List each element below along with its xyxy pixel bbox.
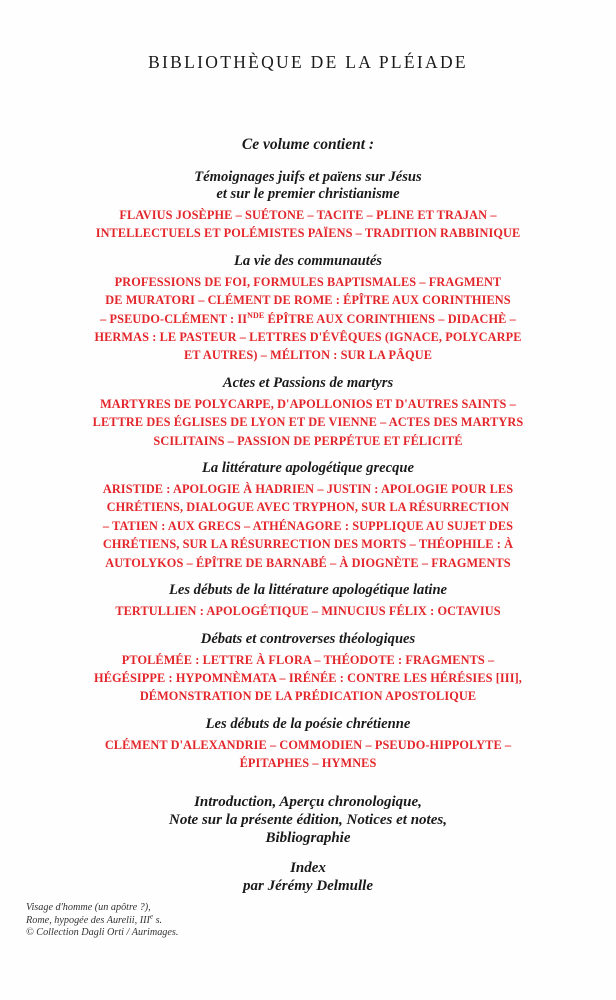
- heading-line: Actes et Passions de martyrs: [222, 374, 394, 391]
- heading-line: La vie des communautés: [234, 252, 382, 269]
- body-line: SCILITAINS – PASSION DE PERPÉTUE ET FÉLICITÉ: [153, 433, 463, 448]
- section-body: [88, 395, 528, 450]
- caption-line: © Collection Dagli Orti / Aurimages.: [26, 927, 179, 939]
- section-heading: [88, 460, 528, 477]
- caption-place: Rome, hypogée des Aurelii,: [26, 914, 140, 926]
- body-line: HERMAS : LE PASTEUR – LETTRES D'ÉVÊQUES (IGNACE, POLYCARPE: [94, 330, 522, 345]
- index-line: Index: [290, 859, 326, 876]
- closing-line: Bibliographie: [265, 829, 351, 846]
- ordinal-superscript: NDE: [247, 310, 265, 320]
- section-body: [88, 206, 528, 243]
- body-line: DE MURATORI – CLÉMENT DE ROME : ÉPÎTRE AUX CORINTHIENS: [105, 293, 511, 308]
- closing-matter: [88, 793, 528, 847]
- body-line: ARISTIDE : APOLOGIE À HADRIEN – JUSTIN : APOLOGIE POUR LES: [102, 482, 514, 497]
- body-line: TERTULLIEN : APOLOGÉTIQUE – MINUCIUS FÉLIX : OCTAVIUS: [115, 604, 501, 619]
- index-credit: [88, 859, 528, 895]
- section-body: [88, 602, 528, 620]
- section-heading: [88, 716, 528, 733]
- caption-line: [26, 912, 178, 928]
- body-line: INTELLECTUELS ET POLÉMISTES PAÏENS – TRADITION RABBINIQUE: [95, 226, 521, 241]
- image-caption: [26, 902, 178, 940]
- closing-line: Note sur la présente édition, Notices et notes,: [169, 811, 447, 828]
- section-heading: [88, 375, 528, 392]
- caption-century: III: [139, 914, 150, 926]
- body-line: MARTYRES DE POLYCARPE, D'APOLLONIOS ET D'AUTRES SAINTS –: [100, 396, 516, 411]
- contains-label: Ce volume contient :: [241, 136, 375, 153]
- section-body: [88, 273, 528, 365]
- section-body: [88, 651, 528, 706]
- caption-siecle: s.: [153, 914, 163, 926]
- heading-line: et sur le premier christianisme: [216, 186, 400, 202]
- heading-line: La littérature apologétique grecque: [202, 460, 414, 477]
- index-line: par Jérémy Delmulle: [243, 877, 373, 894]
- section-heading: [88, 169, 528, 203]
- body-line: LETTRE DES ÉGLISES DE LYON ET DE VIENNE – ACTES DES MARTYRS: [92, 415, 524, 430]
- body-line: CLÉMENT D'ALEXANDRIE – COMMODIEN – PSEUDO-HIPPOLYTE –: [104, 737, 512, 752]
- closing-line: Introduction, Aperçu chronologique,: [194, 793, 422, 810]
- body-line: ET AUTRES) – MÉLITON : SUR LA PÂQUE: [183, 348, 432, 363]
- body-line: CHRÉTIENS, SUR LA RÉSURRECTION DES MORTS – THÉOPHILE : À: [102, 537, 514, 552]
- body-line: – TATIEN : AUX GRECS – ATHÉNAGORE : SUPPLIQUE AU SUJET DES: [102, 518, 514, 533]
- body-line: CHRÉTIENS, DIALOGUE AVEC TRYPHON, SUR LA RÉSURRECTION: [106, 500, 510, 515]
- body-line: FLAVIUS JOSÈPHE – SUÉTONE – TACITE – PLINE ET TRAJAN –: [119, 208, 497, 222]
- body-line: DÉMONSTRATION DE LA PRÉDICATION APOSTOLIQUE: [139, 689, 477, 704]
- section-heading: [88, 582, 528, 599]
- heading-line: Débats et controverses théologiques: [200, 630, 416, 647]
- section-body: [88, 736, 528, 773]
- section-heading: [88, 631, 528, 648]
- heading-line: Les débuts de la poésie chrétienne: [205, 715, 411, 732]
- body-line: ÉPITAPHES – HYMNES: [239, 756, 377, 771]
- body-line: AUTOLYKOS – ÉPÎTRE DE BARNABÉ – À DIOGNÈTE – FRAGMENTS: [105, 555, 511, 570]
- heading-line: Témoignages juifs et païens sur Jésus: [194, 169, 422, 185]
- caption-line: Visage d'homme (un apôtre ?),: [26, 902, 151, 913]
- body-line: PTOLÉMÉE : LETTRE À FLORA – THÉODOTE : FRAGMENTS –: [121, 652, 495, 667]
- body-line: HÉGÉSIPPE : HYPOMNÈMATA – IRÉNÉE : CONTRE LES HÉRÉSIES [III],: [94, 670, 522, 685]
- caption-century-sup: e: [149, 912, 154, 921]
- body-line: PROFESSIONS DE FOI, FORMULES BAPTISMALES – FRAGMENT: [114, 274, 502, 289]
- body-line: [88, 310, 528, 328]
- section-body: [88, 480, 528, 572]
- section-heading: [88, 253, 528, 270]
- body-line-start: – PSEUDO-CLÉMENT : II: [100, 311, 248, 326]
- heading-line: Les débuts de la littérature apologétique latine: [168, 582, 448, 599]
- contents-list: [88, 136, 528, 895]
- body-line-end: ÉPÎTRE AUX CORINTHIENS – DIDACHÈ –: [264, 311, 516, 326]
- series-title: BIBLIOTHÈQUE DE LA PLÉIADE: [148, 52, 468, 72]
